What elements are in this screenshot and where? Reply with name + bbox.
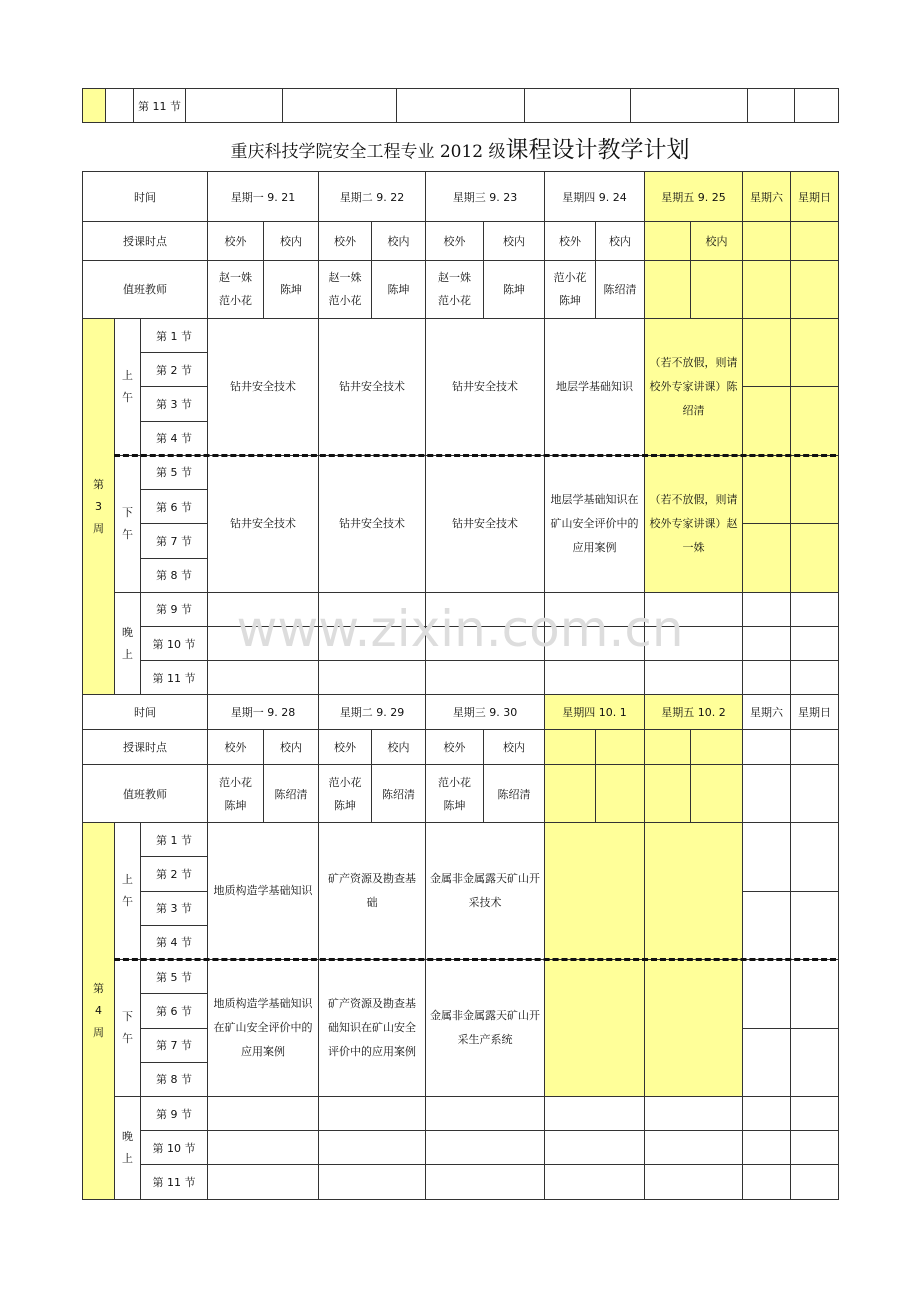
day-header: 星期二 9. 29 bbox=[319, 695, 426, 729]
course-cell: （若不放假，则请校外专家讲课）赵一姝 bbox=[645, 455, 743, 592]
place-cell: 校内 bbox=[372, 729, 426, 764]
top-strip-table bbox=[82, 88, 839, 123]
teach-place-label: 授课时点 bbox=[83, 729, 208, 764]
place-cell: 校内 bbox=[484, 222, 545, 260]
period-label: 第 2 节 bbox=[141, 353, 208, 387]
course-cell: 矿产资源及勘查基础 bbox=[319, 823, 426, 960]
course-cell: 地层学基础知识在矿山安全评价中的应用案例 bbox=[545, 455, 645, 592]
period-label: 第 3 节 bbox=[141, 387, 208, 421]
place-cell: 校外 bbox=[426, 222, 484, 260]
course-cell: 地层学基础知识 bbox=[545, 318, 645, 455]
period-label: 第 8 节 bbox=[141, 558, 208, 592]
course-cell: 矿产资源及勘查基础知识在矿山安全评价中的应用案例 bbox=[319, 960, 426, 1097]
teacher-cell: 范小花 陈坤 bbox=[545, 260, 596, 318]
place-cell: 校内 bbox=[484, 729, 545, 764]
course-cell: 地质构造学基础知识在矿山安全评价中的应用案例 bbox=[208, 960, 319, 1097]
period-label: 第 2 节 bbox=[141, 857, 208, 891]
time-label: 时间 bbox=[83, 695, 208, 729]
session-label: 下午 bbox=[115, 455, 141, 592]
teacher-cell: 赵一姝 范小花 bbox=[208, 260, 264, 318]
week3-place-row bbox=[83, 222, 839, 260]
session-label: 晚上 bbox=[115, 592, 141, 695]
teacher-cell: 陈绍清 bbox=[372, 764, 426, 822]
duty-teacher-label: 值班教师 bbox=[83, 260, 208, 318]
teacher-cell: 陈坤 bbox=[264, 260, 319, 318]
course-cell: 钻井安全技术 bbox=[426, 455, 545, 592]
day-header: 星期三 9. 23 bbox=[426, 172, 545, 222]
course-cell: 钻井安全技术 bbox=[208, 455, 319, 592]
session-divider bbox=[114, 454, 836, 457]
day-header: 星期六 bbox=[743, 172, 791, 222]
period-label: 第 7 节 bbox=[141, 1028, 208, 1062]
schedule-table bbox=[82, 171, 839, 1200]
day-header: 星期四 10. 1 bbox=[545, 695, 645, 729]
period-label: 第 5 节 bbox=[141, 455, 208, 489]
period-label: 第 11 节 bbox=[141, 661, 208, 695]
teacher-cell: 陈绍清 bbox=[484, 764, 545, 822]
course-cell: 钻井安全技术 bbox=[208, 318, 319, 455]
place-cell: 校外 bbox=[208, 729, 264, 764]
period-label: 第 4 节 bbox=[141, 421, 208, 455]
course-cell: 钻井安全技术 bbox=[319, 318, 426, 455]
session-label: 晚上 bbox=[115, 1096, 141, 1199]
period-label: 第 11 节 bbox=[141, 1165, 208, 1200]
teacher-cell: 范小花 陈坤 bbox=[208, 764, 264, 822]
place-cell: 校内 bbox=[596, 222, 645, 260]
week3-time-row bbox=[83, 172, 839, 222]
session-divider bbox=[114, 958, 836, 961]
period-label: 第 3 节 bbox=[141, 891, 208, 925]
period-cell: 第 11 节 bbox=[134, 89, 186, 123]
course-cell: 金属非金属露天矿山开采技术 bbox=[426, 823, 545, 960]
period-label: 第 1 节 bbox=[141, 823, 208, 857]
week3-teacher-row bbox=[83, 260, 839, 318]
watermark: www.zixin.com.cn bbox=[236, 600, 684, 658]
course-cell: 钻井安全技术 bbox=[426, 318, 545, 455]
session-label: 上午 bbox=[115, 823, 141, 960]
time-label: 时间 bbox=[83, 172, 208, 222]
day-header: 星期一 9. 28 bbox=[208, 695, 319, 729]
day-header: 星期六 bbox=[743, 695, 791, 729]
week-label: 第3周 bbox=[83, 318, 115, 694]
period-label: 第 6 节 bbox=[141, 994, 208, 1028]
period-label: 第 1 节 bbox=[141, 318, 208, 352]
teacher-cell: 范小花 陈坤 bbox=[426, 764, 484, 822]
course-cell: 金属非金属露天矿山开采生产系统 bbox=[426, 960, 545, 1097]
period-label: 第 5 节 bbox=[141, 960, 208, 994]
course-cell: 钻井安全技术 bbox=[319, 455, 426, 592]
teach-place-label: 授课时点 bbox=[83, 222, 208, 260]
day-header: 星期二 9. 22 bbox=[319, 172, 426, 222]
week4-teacher-row bbox=[83, 764, 839, 822]
teacher-cell: 陈绍清 bbox=[596, 260, 645, 318]
day-header: 星期五 9. 25 bbox=[645, 172, 743, 222]
week4-time-row bbox=[83, 695, 839, 729]
day-header: 星期四 9. 24 bbox=[545, 172, 645, 222]
place-cell: 校外 bbox=[426, 729, 484, 764]
week-label: 第4周 bbox=[83, 823, 115, 1200]
period-label: 第 7 节 bbox=[141, 524, 208, 558]
place-cell: 校内 bbox=[264, 729, 319, 764]
teacher-cell: 赵一姝 范小花 bbox=[319, 260, 372, 318]
duty-teacher-label: 值班教师 bbox=[83, 764, 208, 822]
period-label: 第 6 节 bbox=[141, 490, 208, 524]
period-label: 第 8 节 bbox=[141, 1062, 208, 1096]
teacher-cell: 范小花 陈坤 bbox=[319, 764, 372, 822]
period-label: 第 9 节 bbox=[141, 1096, 208, 1130]
teacher-cell: 陈绍清 bbox=[264, 764, 319, 822]
period-label: 第 10 节 bbox=[141, 626, 208, 660]
place-cell: 校外 bbox=[545, 222, 596, 260]
period-label: 第 4 节 bbox=[141, 925, 208, 959]
teacher-cell: 陈坤 bbox=[372, 260, 426, 318]
course-cell: 地质构造学基础知识 bbox=[208, 823, 319, 960]
day-header: 星期日 bbox=[791, 172, 839, 222]
place-cell: 校内 bbox=[372, 222, 426, 260]
day-header: 星期五 10. 2 bbox=[645, 695, 743, 729]
day-header: 星期三 9. 30 bbox=[426, 695, 545, 729]
course-cell: （若不放假，则请校外专家讲课）陈绍清 bbox=[645, 318, 743, 455]
week4-place-row bbox=[83, 729, 839, 764]
place-cell: 校内 bbox=[691, 222, 743, 260]
place-cell: 校外 bbox=[319, 222, 372, 260]
place-cell: 校外 bbox=[319, 729, 372, 764]
page-title: 重庆科技学院安全工程专业 2012 级课程设计教学计划 bbox=[230, 137, 690, 163]
day-header: 星期日 bbox=[791, 695, 839, 729]
place-cell: 校内 bbox=[264, 222, 319, 260]
session-label: 上午 bbox=[115, 318, 141, 455]
period-label: 第 9 节 bbox=[141, 592, 208, 626]
session-label: 下午 bbox=[115, 960, 141, 1097]
place-cell: 校外 bbox=[208, 222, 264, 260]
period-label: 第 10 节 bbox=[141, 1131, 208, 1165]
teacher-cell: 陈坤 bbox=[484, 260, 545, 318]
teacher-cell: 赵一姝 范小花 bbox=[426, 260, 484, 318]
day-header: 星期一 9. 21 bbox=[208, 172, 319, 222]
